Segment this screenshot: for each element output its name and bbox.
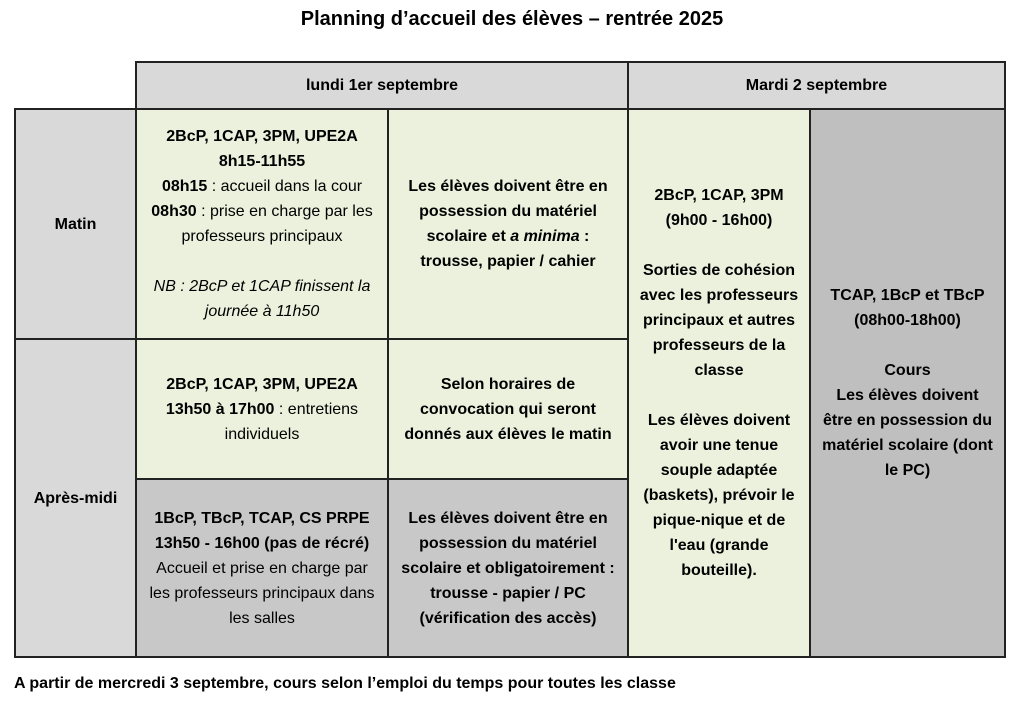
row-matin-label: Matin — [54, 215, 97, 233]
am2-desc: Accueil et prise en charge par les professeurs principaux dans les salles — [149, 559, 375, 627]
header-day1-label: lundi 1er septembre — [305, 77, 459, 94]
title-bold: – rentrée 2025 — [588, 8, 724, 30]
row-apres-midi-label: Après-midi — [33, 489, 118, 507]
matin-groups-classes: 2BcP, 1CAP, 3PM, UPE2A — [166, 128, 358, 145]
matin-desc-2: : prise en charge par les professeurs principaux — [181, 203, 373, 245]
matin-groups-cell — [135, 108, 389, 340]
am2-groups-cell — [135, 478, 389, 658]
am1-desc: : entretiens individuels — [224, 400, 359, 443]
am2-material-cell — [387, 478, 629, 658]
header-day2 — [627, 61, 1006, 110]
tuesday-green-cell — [627, 108, 811, 658]
tuesday-grey-classes: TCAP, 1BcP et TBcP — [830, 287, 985, 304]
matin-desc-1: : accueil dans la cour — [207, 178, 363, 195]
matin-material-list: : trousse, papier / cahier — [420, 228, 596, 270]
am2-material-text: Les élèves doivent être en possession du matériel scolaire et obligatoirement : trousse - papier / PC (vérification des accès) — [401, 509, 615, 627]
title-normal: Planning d’accueil des élèves — [300, 8, 589, 30]
tuesday-green-classes: 2BcP, 1CAP, 3PM — [654, 187, 784, 204]
am1-groups-cell — [135, 338, 389, 480]
header-day1 — [135, 61, 629, 110]
tuesday-grey-info: Les élèves doivent être en possession du matériel scolaire (dont le PC) — [822, 387, 993, 479]
matin-groups-hours: 8h15-11h55 — [218, 153, 306, 170]
am1-info-text: Selon horaires de convocation qui seront donnés aux élèves le matin — [404, 375, 612, 443]
matin-material-emph: a minima — [510, 228, 580, 245]
tuesday-grey-time: (08h00-18h00) — [854, 312, 961, 329]
tuesday-green-dress: Les élèves doivent avoir une tenue souple adaptée (baskets), prévoir le pique-nique et de l'eau (grande bouteille). — [643, 412, 795, 579]
tuesday-green-time: (9h00 - 16h00) — [665, 212, 773, 229]
am1-classes: 2BcP, 1CAP, 3PM, UPE2A — [166, 375, 358, 393]
am1-info-cell — [387, 338, 629, 480]
matin-time-1: 08h15 — [161, 178, 208, 195]
row-label-matin — [14, 108, 137, 340]
matin-material-cell — [387, 108, 629, 340]
matin-time-2: 08h30 — [151, 203, 197, 220]
matin-material-text: Les élèves doivent être en possession du matériel scolaire et — [408, 178, 608, 245]
tuesday-green-outing: Sorties de cohésion avec les professeurs principaux et autres professeurs de la classe — [639, 262, 799, 379]
am1-time: 13h50 à 17h00 — [165, 400, 275, 418]
row-label-apres-midi — [14, 338, 137, 658]
tuesday-grey-label: Cours — [884, 362, 931, 379]
tuesday-grey-cell — [809, 108, 1006, 658]
footer-note: A partir de mercredi 3 septembre, cours selon l’emploi du temps pour toutes les classe — [14, 675, 676, 692]
header-day2-label: Mardi 2 septembre — [745, 77, 888, 94]
page-title — [0, 8, 1024, 31]
am2-hours: 13h50 - 16h00 (pas de récré) — [154, 534, 370, 552]
am2-classes: 1BcP, TBcP, TCAP, CS PRPE — [154, 509, 370, 527]
matin-note: NB : 2BcP et 1CAP finissent la journée à 11h50 — [153, 278, 371, 320]
